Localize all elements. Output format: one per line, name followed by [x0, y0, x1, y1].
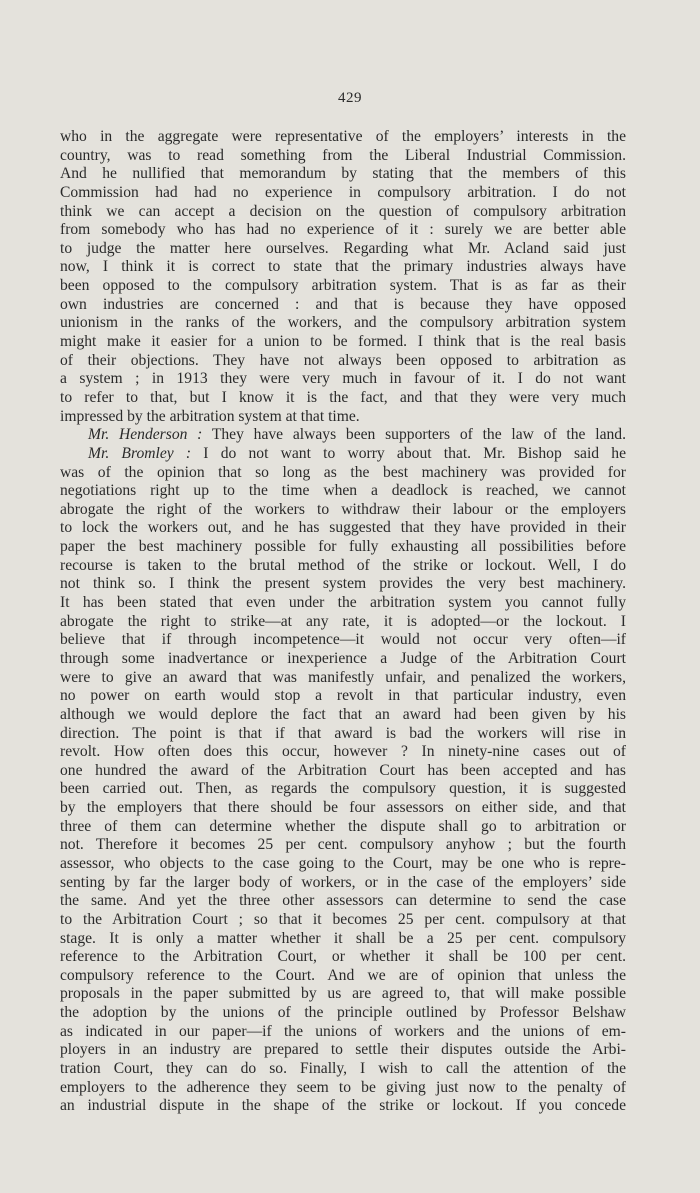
text-line [60, 128, 626, 147]
line-text: Commission had had no experience in compulsory arbitration. I do not [60, 183, 626, 201]
line-text: one hundred the award of the Arbitration Court has been accepted and has [60, 761, 626, 779]
text-line [60, 1004, 626, 1023]
line-text: the adoption by the unions of the principle outlined by Professor Belshaw [60, 1004, 626, 1022]
line-text: the same. And yet the three other assessors can determine to send the case [60, 892, 626, 910]
text-line [60, 1060, 626, 1079]
speaker-name: Mr. Henderson : [88, 426, 203, 444]
text-line [60, 314, 626, 333]
line-text: were to give an award that was manifestly unfair, and penalized the workers, [60, 668, 626, 686]
line-text: I do not want to worry about that. Mr. Bishop said he [191, 444, 626, 462]
line-text: reference to the Arbitration Court, or whether it shall be 100 per cent. [60, 948, 626, 966]
text-line [60, 967, 626, 986]
text-line [60, 408, 626, 427]
line-text: paper the best machinery possible for fully exhausting all possibilities before [60, 538, 626, 556]
text-line [60, 221, 626, 240]
text-line [60, 352, 626, 371]
line-text: assessor, who objects to the case going to the Court, may be one who is repre- [60, 854, 626, 872]
text-line [60, 370, 626, 389]
line-text: abrogate the right to strike—at any rate, it is adopted—or the lockout. I [60, 612, 626, 630]
body-text [60, 128, 626, 1116]
line-text: not think so. I think the present system provides the very best machinery. [60, 575, 626, 593]
text-line [60, 613, 626, 632]
text-line [60, 687, 626, 706]
line-text: employers to the adherence they seem to be giving just now to the penalty of [60, 1078, 626, 1096]
text-line [60, 743, 626, 762]
line-text: to the Arbitration Court ; so that it becomes 25 per cent. compulsory at that [60, 910, 626, 928]
text-line [60, 706, 626, 725]
line-text: They have always been supporters of the law of the land. [202, 426, 626, 444]
text-line [60, 836, 626, 855]
line-text: from somebody who has had no experience of it : surely we are better able [60, 221, 626, 239]
line-text: proposals in the paper submitted by us are agreed to, that will make possible [60, 985, 626, 1003]
text-line [60, 296, 626, 315]
text-line [60, 799, 626, 818]
page-number: 429 [338, 90, 362, 106]
line-text: by the employers that there should be four assessors on either side, and that [60, 799, 626, 817]
line-text: ployers in an industry are prepared to settle their disputes outside the Arbi- [60, 1041, 626, 1059]
text-line [60, 147, 626, 166]
line-text: abrogate the right of the workers to withdraw their labour or the employers [60, 500, 626, 518]
text-line [60, 333, 626, 352]
text-line [60, 594, 626, 613]
text-line [60, 650, 626, 669]
line-text: to lock the workers out, and he has suggested that they have provided in their [60, 519, 626, 537]
text-line [60, 445, 626, 464]
line-text: believe that if through incompetence—it would not occur very often—if [60, 631, 626, 649]
line-text: stage. It is only a matter whether it shall be a 25 per cent. compulsory [60, 929, 626, 947]
line-text: a system ; in 1913 they were very much in favour of it. I do not want [60, 370, 626, 388]
line-text: unionism in the ranks of the workers, and the compulsory arbitration system [60, 314, 626, 332]
line-text: been opposed to the compulsory arbitration system. That is as far as their [60, 277, 626, 295]
text-line [60, 669, 626, 688]
text-line [60, 184, 626, 203]
line-text: think we can accept a decision on the question of compulsory arbitration [60, 202, 626, 220]
text-line [60, 948, 626, 967]
line-text: direction. The point is that if that award is bad the workers will rise in [60, 724, 626, 742]
text-line [60, 892, 626, 911]
line-text: country, was to read something from the Liberal Industrial Commission. [60, 146, 626, 164]
line-text: It has been stated that even under the arbitration system you cannot fully [60, 594, 626, 612]
line-text: an industrial dispute in the shape of the strike or lockout. If you concede [60, 1097, 626, 1115]
text-line [60, 482, 626, 501]
text-line [60, 575, 626, 594]
text-line [60, 985, 626, 1004]
text-line [60, 1041, 626, 1060]
text-line [60, 464, 626, 483]
line-text: three of them can determine whether the dispute shall go to arbitration or [60, 817, 626, 835]
line-text: to refer to that, but I know it is the fact, and that they were very much [60, 388, 626, 406]
line-text: own industries are concerned : and that is because they have opposed [60, 295, 626, 313]
text-line [60, 631, 626, 650]
line-text: compulsory reference to the Court. And we are of opinion that unless the [60, 966, 626, 984]
line-text: senting by far the larger body of workers, or in the case of the employers’ side [60, 873, 626, 891]
text-line [60, 930, 626, 949]
text-line [60, 874, 626, 893]
text-line [60, 818, 626, 837]
text-line [60, 426, 626, 445]
text-line [60, 258, 626, 277]
line-text: who in the aggregate were representative of the employers’ interests in the [60, 128, 626, 145]
line-text: through some inadvertance or inexperience a Judge of the Arbitration Court [60, 649, 626, 667]
text-line [60, 1023, 626, 1042]
line-text: not. Therefore it becomes 25 per cent. compulsory anyhow ; but the fourth [60, 836, 626, 854]
text-line [60, 501, 626, 520]
text-line [60, 519, 626, 538]
line-text: revolt. How often does this occur, however ? In ninety-nine cases out of [60, 743, 626, 761]
text-line [60, 725, 626, 744]
line-text: impressed by the arbitration system at that time. [60, 407, 360, 425]
line-text: of their objections. They have not always been opposed to arbitration as [60, 351, 626, 369]
text-line [60, 203, 626, 222]
line-text: might make it easier for a union to be formed. I think that is the real basis [60, 333, 626, 351]
text-line [60, 780, 626, 799]
text-line [60, 165, 626, 184]
text-line [60, 855, 626, 874]
speaker-name: Mr. Bromley : [88, 444, 192, 462]
text-line [60, 1097, 626, 1116]
text-line [60, 1079, 626, 1098]
text-line [60, 538, 626, 557]
text-line [60, 762, 626, 781]
text-line [60, 240, 626, 259]
line-text: now, I think it is correct to state that the primary industries always have [60, 258, 626, 276]
line-text: recourse is taken to the brutal method of the strike or lockout. Well, I do [60, 556, 626, 574]
line-text: negotiations right up to the time when a deadlock is reached, we cannot [60, 482, 626, 500]
line-text: And he nullified that memorandum by stating that the members of this [60, 165, 626, 183]
text-line [60, 911, 626, 930]
text-line [60, 277, 626, 296]
text-line [60, 389, 626, 408]
line-text: no power on earth would stop a revolt in that particular industry, even [60, 687, 626, 705]
line-text: although we would deplore the fact that an award had been given by his [60, 705, 626, 723]
line-text: tration Court, they can do so. Finally, I wish to call the attention of the [60, 1060, 626, 1078]
line-text: been carried out. Then, as regards the compulsory question, it is suggested [60, 780, 626, 798]
line-text: to judge the matter here ourselves. Regarding what Mr. Acland said just [60, 239, 626, 257]
text-line [60, 557, 626, 576]
line-text: was of the opinion that so long as the best machinery was provided for [60, 463, 626, 481]
line-text: as indicated in our paper—if the unions of workers and the unions of em- [60, 1022, 626, 1040]
